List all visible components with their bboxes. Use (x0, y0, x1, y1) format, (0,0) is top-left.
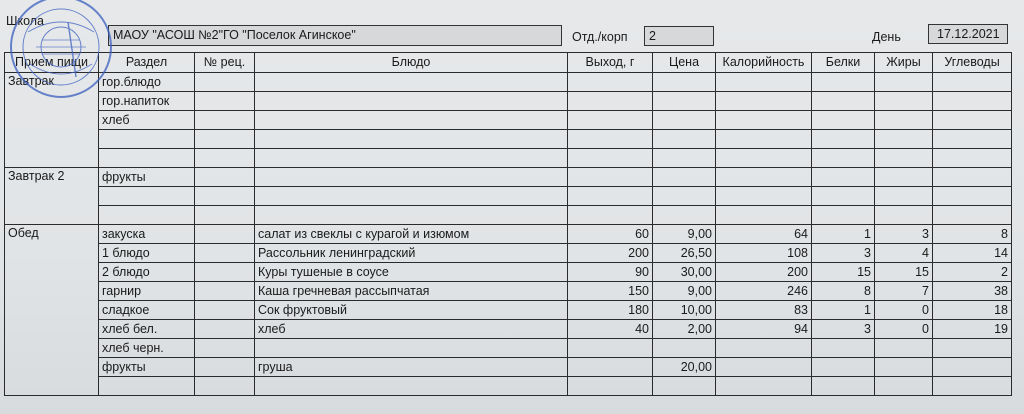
cell-section (99, 130, 195, 149)
cell-prot: 8 (812, 282, 875, 301)
cell-yield (568, 358, 653, 377)
cell-fat: 7 (875, 282, 933, 301)
cell-prot: 1 (812, 225, 875, 244)
cell-dish (255, 168, 568, 187)
cell-prot (812, 377, 875, 396)
table-row (5, 225, 1012, 244)
col-dish: Блюдо (255, 53, 568, 73)
cell-rec (195, 168, 255, 187)
cell-fat (875, 73, 933, 92)
cell-fat (875, 168, 933, 187)
cell-kcal (716, 111, 812, 130)
cell-fat (875, 130, 933, 149)
cell-fat: 0 (875, 320, 933, 339)
table-row (5, 358, 1012, 377)
cell-price: 9,00 (653, 225, 716, 244)
cell-kcal (716, 377, 812, 396)
cell-fat: 4 (875, 244, 933, 263)
table-row (5, 92, 1012, 111)
cell-rec (195, 282, 255, 301)
cell-fat: 0 (875, 301, 933, 320)
cell-carb: 2 (933, 263, 1012, 282)
cell-yield (568, 377, 653, 396)
table-row (5, 377, 1012, 396)
table-row (5, 206, 1012, 225)
cell-prot: 3 (812, 244, 875, 263)
cell-yield (568, 130, 653, 149)
col-yield: Выход, г (568, 53, 653, 73)
col-fat: Жиры (875, 53, 933, 73)
cell-fat (875, 377, 933, 396)
cell-carb: 19 (933, 320, 1012, 339)
meal-name: Завтрак 2 (5, 168, 99, 225)
day-value: 17.12.2021 (937, 27, 1000, 41)
cell-kcal (716, 339, 812, 358)
cell-kcal (716, 73, 812, 92)
cell-carb: 8 (933, 225, 1012, 244)
cell-dish: Сок фруктовый (255, 301, 568, 320)
meal-name: Завтрак (5, 73, 99, 168)
cell-yield: 180 (568, 301, 653, 320)
cell-price: 2,00 (653, 320, 716, 339)
cell-kcal (716, 358, 812, 377)
cell-fat: 3 (875, 225, 933, 244)
cell-price (653, 377, 716, 396)
cell-prot (812, 73, 875, 92)
cell-prot (812, 168, 875, 187)
cell-dish: груша (255, 358, 568, 377)
cell-yield (568, 111, 653, 130)
col-carbs: Углеводы (933, 53, 1012, 73)
cell-rec (195, 187, 255, 206)
cell-carb (933, 206, 1012, 225)
cell-carb (933, 73, 1012, 92)
cell-carb (933, 187, 1012, 206)
cell-rec (195, 263, 255, 282)
school-stamp-icon (6, 0, 116, 102)
table-row (5, 263, 1012, 282)
cell-carb (933, 149, 1012, 168)
cell-price (653, 92, 716, 111)
cell-prot (812, 149, 875, 168)
cell-yield: 60 (568, 225, 653, 244)
cell-carb (933, 111, 1012, 130)
table-row (5, 339, 1012, 358)
table-row (5, 111, 1012, 130)
cell-kcal (716, 187, 812, 206)
cell-rec (195, 320, 255, 339)
cell-fat (875, 206, 933, 225)
cell-carb: 18 (933, 301, 1012, 320)
table-header-row (5, 53, 1012, 73)
cell-dish (255, 73, 568, 92)
col-calories: Калорийность (716, 53, 812, 73)
school-value: МАОУ "АСОШ №2"ГО "Поселок Агинское" (113, 28, 356, 42)
table-row (5, 282, 1012, 301)
cell-dish (255, 187, 568, 206)
cell-yield: 200 (568, 244, 653, 263)
cell-yield: 40 (568, 320, 653, 339)
cell-yield (568, 339, 653, 358)
cell-yield (568, 73, 653, 92)
cell-rec (195, 225, 255, 244)
cell-rec (195, 358, 255, 377)
cell-fat (875, 111, 933, 130)
cell-price: 10,00 (653, 301, 716, 320)
cell-kcal: 200 (716, 263, 812, 282)
cell-dish: хлеб (255, 320, 568, 339)
cell-kcal (716, 149, 812, 168)
cell-kcal (716, 130, 812, 149)
cell-carb: 38 (933, 282, 1012, 301)
cell-section: хлеб (99, 111, 195, 130)
cell-section: гор.напиток (99, 92, 195, 111)
cell-section: фрукты (99, 358, 195, 377)
cell-yield (568, 206, 653, 225)
cell-kcal (716, 206, 812, 225)
cell-yield (568, 92, 653, 111)
cell-price (653, 187, 716, 206)
cell-carb (933, 339, 1012, 358)
cell-rec (195, 244, 255, 263)
table-body (5, 73, 1012, 396)
cell-section (99, 206, 195, 225)
cell-dish (255, 130, 568, 149)
cell-rec (195, 149, 255, 168)
cell-fat (875, 339, 933, 358)
cell-fat: 15 (875, 263, 933, 282)
cell-dish: Каша гречневая рассыпчатая (255, 282, 568, 301)
table-row (5, 320, 1012, 339)
cell-kcal: 94 (716, 320, 812, 339)
cell-carb: 14 (933, 244, 1012, 263)
cell-price: 9,00 (653, 282, 716, 301)
cell-price: 30,00 (653, 263, 716, 282)
cell-section: закуска (99, 225, 195, 244)
cell-section (99, 377, 195, 396)
meal-name: Обед (5, 225, 99, 396)
cell-prot (812, 339, 875, 358)
cell-yield (568, 168, 653, 187)
cell-dish (255, 92, 568, 111)
cell-carb (933, 358, 1012, 377)
cell-price (653, 149, 716, 168)
cell-dish (255, 149, 568, 168)
menu-table (4, 52, 1012, 396)
cell-price (653, 130, 716, 149)
dept-value: 2 (649, 29, 656, 43)
cell-kcal: 246 (716, 282, 812, 301)
cell-section: сладкое (99, 301, 195, 320)
cell-yield (568, 187, 653, 206)
cell-price (653, 73, 716, 92)
dept-field (644, 26, 714, 46)
cell-price: 20,00 (653, 358, 716, 377)
cell-section: 2 блюдо (99, 263, 195, 282)
cell-dish (255, 206, 568, 225)
cell-section: 1 блюдо (99, 244, 195, 263)
cell-prot: 3 (812, 320, 875, 339)
table-row (5, 244, 1012, 263)
cell-prot (812, 206, 875, 225)
cell-carb (933, 168, 1012, 187)
cell-section: фрукты (99, 168, 195, 187)
cell-section: гарнир (99, 282, 195, 301)
cell-prot (812, 130, 875, 149)
cell-kcal (716, 168, 812, 187)
table-row (5, 149, 1012, 168)
cell-section: гор.блюдо (99, 73, 195, 92)
cell-price (653, 339, 716, 358)
cell-kcal (716, 92, 812, 111)
cell-price (653, 168, 716, 187)
day-field (928, 24, 1008, 44)
cell-carb (933, 377, 1012, 396)
cell-rec (195, 73, 255, 92)
table-row (5, 168, 1012, 187)
col-recipe: № рец. (195, 53, 255, 73)
cell-dish: Рассольник ленинградский (255, 244, 568, 263)
cell-rec (195, 301, 255, 320)
cell-price: 26,50 (653, 244, 716, 263)
cell-price (653, 111, 716, 130)
cell-rec (195, 111, 255, 130)
table-row (5, 301, 1012, 320)
cell-prot: 15 (812, 263, 875, 282)
cell-prot (812, 187, 875, 206)
school-field (108, 25, 562, 46)
cell-rec (195, 92, 255, 111)
cell-dish: салат из свеклы с курагой и изюмом (255, 225, 568, 244)
col-price: Цена (653, 53, 716, 73)
dept-label: Отд./корп (572, 30, 628, 44)
cell-dish (255, 339, 568, 358)
day-label: День (872, 30, 901, 44)
cell-dish (255, 111, 568, 130)
col-protein: Белки (812, 53, 875, 73)
table-row (5, 187, 1012, 206)
cell-rec (195, 377, 255, 396)
cell-price (653, 206, 716, 225)
cell-carb (933, 130, 1012, 149)
cell-prot (812, 111, 875, 130)
cell-yield: 90 (568, 263, 653, 282)
cell-carb (933, 92, 1012, 111)
cell-dish (255, 377, 568, 396)
col-section: Раздел (99, 53, 195, 73)
table-row (5, 73, 1012, 92)
cell-section: хлеб бел. (99, 320, 195, 339)
cell-kcal: 83 (716, 301, 812, 320)
cell-fat (875, 92, 933, 111)
cell-prot (812, 92, 875, 111)
table-row (5, 130, 1012, 149)
cell-kcal: 108 (716, 244, 812, 263)
cell-fat (875, 358, 933, 377)
col-meal: Прием пищи (5, 53, 99, 73)
cell-fat (875, 187, 933, 206)
cell-rec (195, 339, 255, 358)
cell-rec (195, 206, 255, 225)
cell-section (99, 149, 195, 168)
cell-kcal: 64 (716, 225, 812, 244)
cell-section (99, 187, 195, 206)
cell-prot: 1 (812, 301, 875, 320)
cell-prot (812, 358, 875, 377)
cell-fat (875, 149, 933, 168)
cell-section: хлеб черн. (99, 339, 195, 358)
cell-rec (195, 130, 255, 149)
cell-dish: Куры тушеные в соусе (255, 263, 568, 282)
school-label: Школа (6, 14, 44, 28)
cell-yield (568, 149, 653, 168)
cell-yield: 150 (568, 282, 653, 301)
